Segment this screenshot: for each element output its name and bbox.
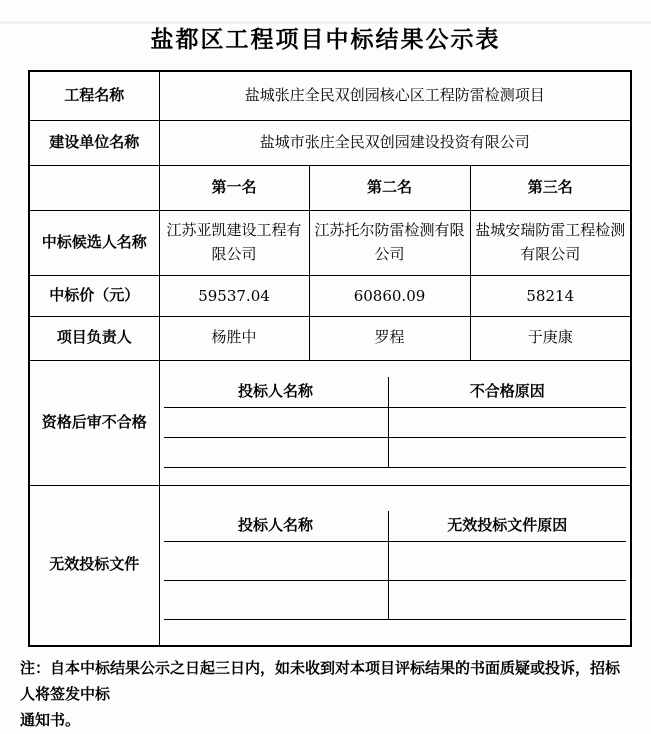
invalid-bids-label: 无效投标文件: [29, 485, 159, 646]
invalid-bids-empty-row: [164, 541, 627, 580]
candidates-label: 中标候选人名称: [29, 210, 159, 275]
candidate-first: 江苏亚凯建设工程有限公司: [159, 210, 309, 275]
page-title: 盐都区工程项目中标结果公示表: [150, 26, 501, 52]
invalid-bids-subtable: [159, 485, 631, 646]
post-qualification-reason-header: 不合格原因: [469, 383, 545, 400]
empty-cell: [389, 438, 627, 467]
manager-third: 于庚康: [470, 316, 631, 360]
price-first: 59537.04: [159, 275, 309, 316]
candidate-second: 江苏托尔防雷检测有限公司: [309, 210, 470, 275]
post-qualification-subtable: [159, 360, 631, 485]
invalid-bids-reason-header: 无效投标文件原因: [447, 516, 568, 534]
table-row-owner: [29, 120, 631, 165]
post-qualification-empty-row: [164, 437, 627, 467]
rank-first-header: 第一名: [159, 165, 309, 210]
window-edge: [0, 21, 651, 24]
price-third: 58214: [470, 275, 631, 316]
table-row-rank-headers: [29, 165, 631, 210]
invalid-bids-bidder-header: 投标人名称: [164, 511, 389, 541]
rank-empty-cell: [29, 165, 159, 210]
invalid-bids-empty-row: [164, 580, 627, 619]
footer-note-line1: 注：自本中标结果公示之日起三日内，如未收到对本项目评标结果的书面质疑或投诉，招标人将签发中标: [20, 660, 621, 703]
price-label: 中标价（元）: [29, 275, 159, 316]
price-second: 60860.09: [309, 275, 470, 316]
post-qualification-label: 资格后审不合格: [29, 360, 159, 485]
empty-cell: [389, 542, 627, 580]
table-row-post-qualification: [29, 360, 631, 485]
table-row-candidates: [29, 210, 631, 275]
manager-label: 项目负责人: [29, 316, 159, 360]
empty-cell: [164, 542, 389, 580]
empty-cell: [389, 408, 627, 437]
empty-cell: [164, 408, 389, 437]
owner-label: 建设单位名称: [29, 120, 159, 165]
rank-third-header: 第三名: [470, 165, 631, 210]
table-row-invalid-bids: [29, 485, 631, 646]
bid-result-table: [28, 70, 632, 647]
table-row-prices: [29, 275, 631, 316]
project-name-label: 工程名称: [29, 71, 159, 120]
project-name-value: 盐城张庄全民双创园核心区工程防雷检测项目: [159, 71, 631, 120]
table-row-managers: [29, 316, 631, 360]
empty-cell: [164, 438, 389, 467]
invalid-bids-empty-row: [164, 619, 627, 620]
footer-note-line2: 通知书。: [20, 712, 81, 729]
table-row-project: [29, 71, 631, 120]
footer-note: [20, 656, 631, 734]
empty-cell: [164, 581, 389, 619]
empty-cell: [389, 581, 627, 619]
post-qualification-bidder-header: 投标人名称: [164, 377, 389, 407]
manager-first: 杨胜中: [159, 316, 309, 360]
manager-second: 罗程: [309, 316, 470, 360]
post-qualification-empty-row: [164, 467, 627, 468]
owner-value: 盐城市张庄全民双创园建设投资有限公司: [159, 120, 631, 165]
rank-second-header: 第二名: [309, 165, 470, 210]
post-qualification-empty-row: [164, 407, 627, 437]
candidate-third: 盐城安瑞防雷工程检测有限公司: [470, 210, 631, 275]
